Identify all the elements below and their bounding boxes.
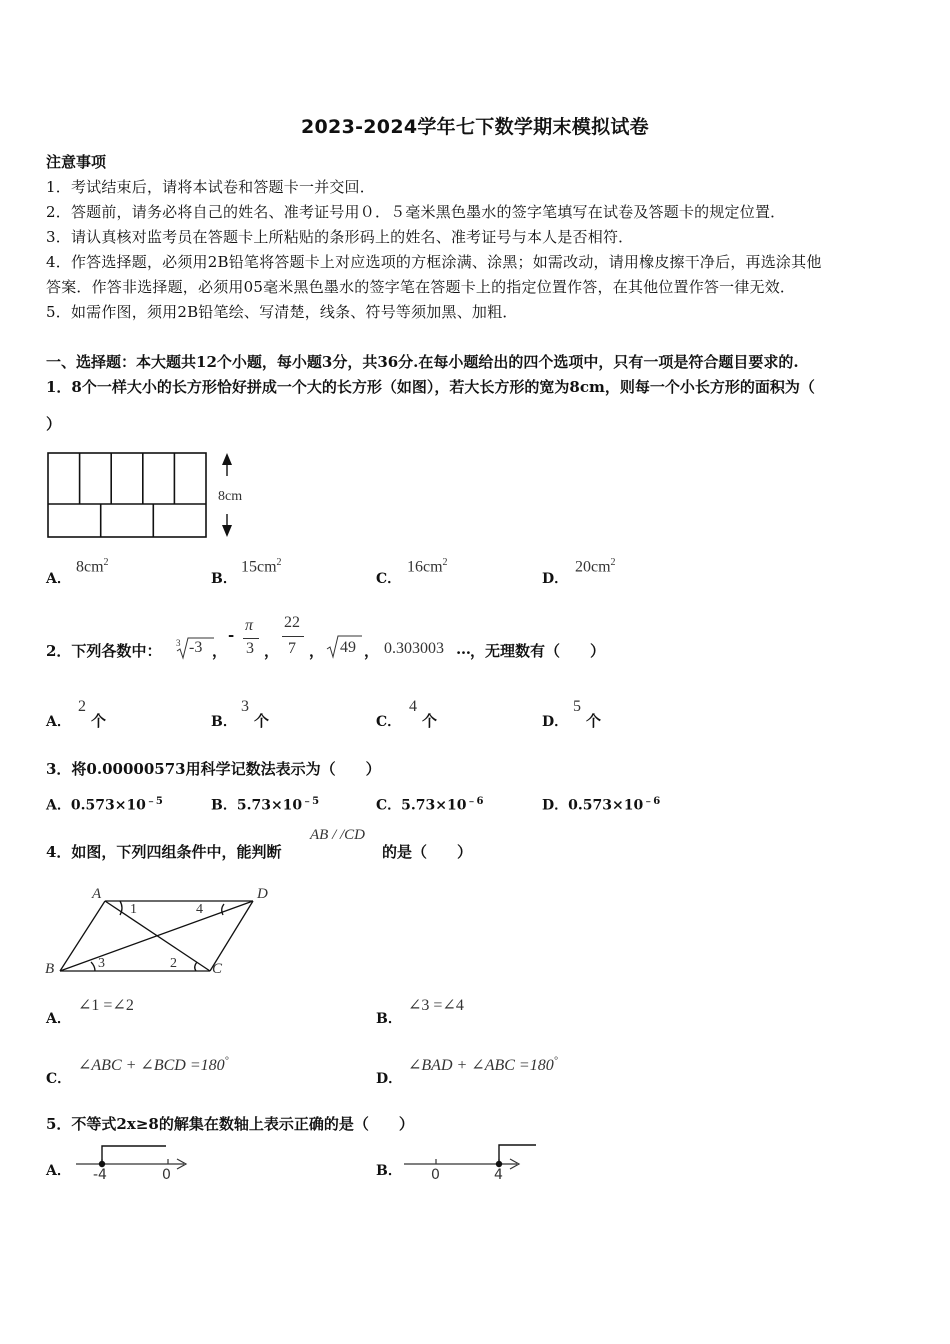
q2-fraction-denominator: 7 (288, 640, 296, 657)
q2-option-b-value: 3 (241, 698, 249, 715)
q5-option-b-tick-1: 0 (431, 1167, 440, 1183)
q3-option-a: A．$0.573\times 10^{﹣5}$ (46, 796, 163, 814)
q2-comma: ， (212, 642, 228, 660)
q2-option-a-unit: 个 (91, 712, 107, 730)
notice-item: 1．考试结束后，请将本试卷和答题卡一并交回． (46, 178, 375, 196)
q2-fraction-numerator: 22 (284, 614, 300, 631)
q4-option-c-value: ∠ABC + ∠BCD =180° (78, 1055, 229, 1074)
q4-option-d-value: ∠BAD + ∠ABC =180° (408, 1055, 558, 1074)
q2-option-c-label: C． (376, 714, 402, 730)
q2-decimal: 0.303003 (384, 640, 444, 657)
q3-stem: 3．将0.00000573用科学记数法表示为（ ） (46, 760, 381, 778)
q2-ellipsis: … (456, 640, 471, 658)
q4-condition: AB / /CD (310, 827, 365, 843)
q2-comma: ， (309, 642, 325, 660)
q5-option-a-number-line (74, 1140, 194, 1170)
q2-option-b-label: B． (211, 714, 237, 730)
q2-option-b-unit: 个 (254, 712, 270, 730)
q4-point-b: B (45, 961, 55, 977)
q1-option-c-value: $16cm^2$ (407, 557, 448, 576)
q3-option-d: D．$0.573\times 10^{﹣6}$ (542, 796, 661, 814)
q1-option-d-label: D． (542, 571, 569, 587)
notice-heading: 注意事项 (46, 153, 107, 171)
q2-cube-root-radicand: -3 (189, 639, 203, 656)
notice-item: 4．作答选择题，必须用2B铅笔将答题卡上对应选项的方框涂满、涂黑；如需改动，请用橡皮擦干净后，再选涂其他 (46, 253, 822, 271)
q2-comma: ， (264, 642, 280, 660)
q5-stem: 5．不等式2x≥8的解集在数轴上表示正确的是（ ） (46, 1115, 414, 1133)
q1-option-c-label: C． (376, 571, 402, 587)
q4-angle-4: 4 (196, 902, 203, 917)
q2-fraction-bar (282, 636, 304, 637)
q1-stem: 1．8个一样大小的长方形恰好拼成一个大的长方形（如图），若大长方形的宽为8cm，则每一个小长方形的面积为（ (46, 378, 815, 396)
q2-cube-root-index: 3 (176, 638, 181, 648)
q5-option-b-number-line (402, 1140, 542, 1170)
q4-option-b-label: B． (376, 1011, 402, 1027)
q4-angle-1: 1 (130, 902, 137, 917)
q3-option-c: C．$5.73\times 10^{﹣6}$ (376, 796, 484, 814)
q2-prefix: 2．下列各数中： (46, 642, 162, 660)
q1-option-b-label: B． (211, 571, 237, 587)
q4-option-a-label: A． (46, 1011, 71, 1027)
q2-sqrt-radicand: 49 (340, 639, 356, 656)
notice-item: 3．请认真核对监考员在答题卡上所粘贴的条形码上的姓名、准考证号与本人是否相符． (46, 228, 634, 246)
q5-option-a-tick-2: 0 (162, 1167, 171, 1183)
notice-item: 2．答题前，请务必将自己的姓名、准考证号用０．５毫米黑色墨水的签字笔填写在试卷及答题卡的规定位置． (46, 203, 786, 221)
q2-neg-sign: - (228, 626, 235, 644)
q4-point-d: D (257, 886, 268, 902)
notice-item: 答案．作答非选择题，必须用05毫米黑色墨水的签字笔在答题卡上的指定位置作答，在其他位置作答一律无效． (46, 278, 796, 296)
q2-option-d-label: D． (542, 714, 569, 730)
section-heading: 一、选择题：本大题共12个小题，每小题3分，共36分.在每小题给出的四个选项中，只有一项是符合题目要求的. (46, 353, 799, 371)
q1-option-a-value: $8cm^2$ (76, 557, 109, 576)
q5-option-b-label: B． (376, 1163, 402, 1179)
notice-item: 5．如需作图，须用2B铅笔绘、写清楚，线条、符号等须加黑、加粗． (46, 303, 518, 321)
q2-option-c-unit: 个 (422, 712, 438, 730)
q5-option-a-label: A． (46, 1163, 71, 1179)
q5-option-a-tick-1: -4 (93, 1167, 107, 1183)
q4-option-c-label: C． (46, 1071, 72, 1087)
q2-option-d-unit: 个 (586, 712, 602, 730)
q1-stem-end: ） (46, 415, 62, 433)
q3-option-b: B．$5.73\times 10^{﹣5}$ (211, 796, 320, 814)
q4-angle-3: 3 (98, 956, 105, 971)
q4-point-c: C (212, 961, 223, 977)
q2-suffix: ，无理数有（ ） (470, 642, 606, 660)
q2-option-a-value: 2 (78, 698, 86, 715)
q1-option-d-value: $20cm^2$ (575, 557, 616, 576)
q2-fraction-bar (243, 638, 259, 639)
q5-option-b-tick-2: 4 (494, 1167, 503, 1183)
q2-pi-numerator: π (245, 617, 254, 634)
q2-option-a-label: A． (46, 714, 71, 730)
q1-option-a-label: A． (46, 571, 71, 587)
q4-option-a-value: ∠1 =∠2 (78, 997, 134, 1014)
q2-option-d-value: 5 (573, 698, 581, 715)
q4-prefix: 4．如图，下列四组条件中，能判断 (46, 843, 282, 861)
q2-option-c-value: 4 (409, 698, 417, 715)
q4-point-a: A (92, 886, 102, 902)
page-title: 2023-2024学年七下数学期末模拟试卷 (301, 116, 649, 138)
q4-option-d-label: D． (376, 1071, 403, 1087)
q4-option-b-value: ∠3 =∠4 (408, 997, 464, 1014)
q1-option-b-value: $15cm^2$ (241, 557, 282, 576)
q4-parallelogram-figure (40, 882, 280, 982)
q4-suffix: 的是（ ） (382, 843, 473, 861)
q4-angle-2: 2 (170, 956, 177, 971)
q2-pi-denominator: 3 (246, 640, 254, 657)
q1-width-label: 8cm (218, 489, 243, 504)
q2-comma: ， (364, 642, 380, 660)
